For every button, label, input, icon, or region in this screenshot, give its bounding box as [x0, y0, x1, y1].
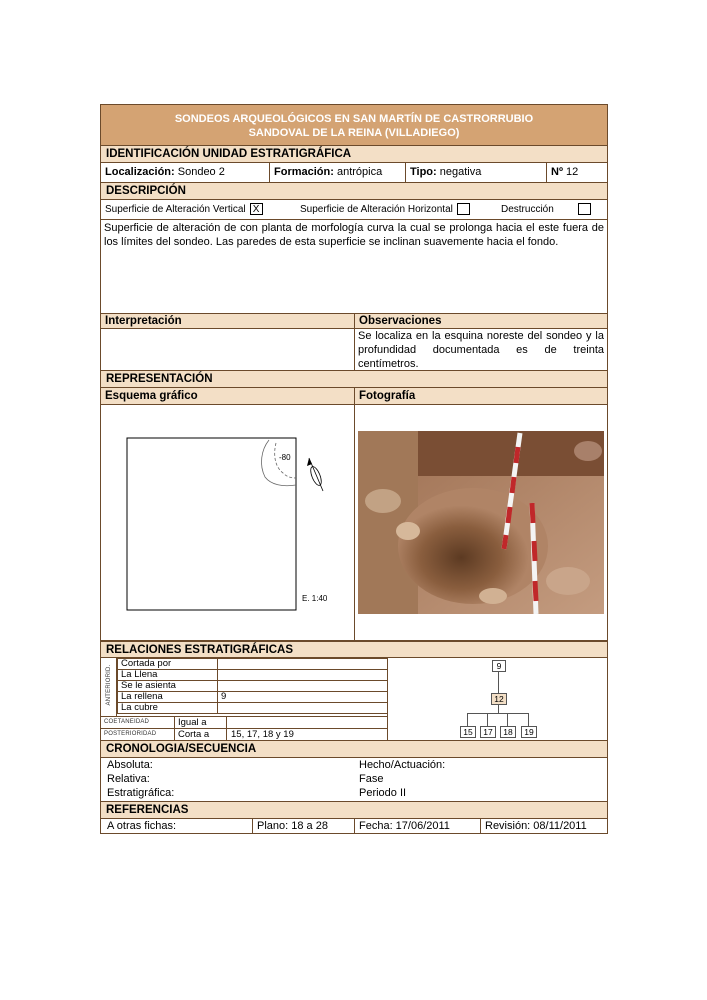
coetaneidad-label: COETANEIDAD	[101, 717, 175, 728]
revision: Revisión: 08/11/2011	[485, 820, 587, 832]
igual-a-value	[227, 717, 388, 728]
tipo-label: Tipo:	[410, 166, 437, 178]
sheet-title	[100, 104, 608, 146]
node-bottom: 18	[500, 726, 516, 738]
title-line-2: SANDOVAL DE LA REINA (VILLADIEGO)	[248, 127, 460, 139]
rel-value	[218, 659, 388, 670]
rel-value: 9	[218, 692, 388, 703]
option-destruccion-label: Destrucción	[501, 204, 554, 215]
interpretacion-heading: Interpretación	[101, 314, 355, 328]
rel-value	[218, 703, 388, 714]
estratigrafica-label: Estratigráfica:	[107, 787, 175, 799]
relaciones-heading: RELACIONES ESTRATIGRÁFICAS	[100, 641, 608, 658]
formacion-cell	[270, 163, 406, 182]
descripcion-text: Superficie de alteración de con planta de morfología curva la cual se prolonga hacia el este fuera de los límites del sondeo. Las paredes de esta superficie se inclinan suavemente hacia el fondo.	[100, 220, 608, 314]
representacion-heading: REPRESENTACIÓN	[100, 371, 608, 388]
relaciones-table-panel	[101, 658, 388, 740]
node-middle: 12	[491, 693, 507, 705]
plano: Plano: 18 a 28	[253, 819, 355, 833]
esquema-panel	[101, 405, 355, 640]
descripcion-heading: DESCRIPCIÓN	[100, 183, 608, 200]
option-vertical	[101, 200, 296, 219]
referencias-row	[100, 819, 608, 834]
node-bottom: 15	[460, 726, 476, 738]
formacion-label: Formación:	[274, 166, 334, 178]
title-line-1: SONDEOS ARQUEOLÓGICOS EN SAN MARTÍN DE CASTRORRUBIO	[174, 113, 534, 125]
node-bottom: 19	[521, 726, 537, 738]
tipo-value: negativa	[439, 166, 482, 178]
connector-line	[528, 713, 529, 726]
rel-label: La cubre	[118, 703, 218, 714]
localizacion-label: Localización:	[105, 166, 175, 178]
anterioridad-side	[101, 658, 117, 716]
cronologia-right	[355, 758, 607, 801]
north-arrow-ellipse	[309, 465, 324, 487]
connector-line	[487, 713, 488, 726]
connector-line	[498, 704, 499, 713]
localizacion-value: Sondeo 2	[177, 166, 225, 178]
formacion-value: antrópica	[336, 166, 383, 178]
interp-obs-headings	[100, 314, 608, 329]
relativa-label: Relativa:	[107, 773, 150, 785]
anterioridad-label: ANTERIORID.	[106, 664, 112, 706]
absoluta-label: Absoluta:	[107, 759, 153, 771]
cronologia-body	[100, 758, 608, 802]
node-top: 9	[492, 660, 506, 672]
cut-outline	[262, 440, 296, 486]
coetaneidad-row	[101, 716, 388, 728]
table-row	[118, 659, 388, 670]
connector-line	[467, 713, 528, 714]
option-horizontal-checkbox[interactable]	[457, 203, 470, 215]
rel-value	[218, 670, 388, 681]
table-row	[118, 670, 388, 681]
representacion-subheadings	[100, 388, 608, 405]
anterioridad-table	[117, 658, 388, 714]
option-horizontal-label: Superficie de Alteración Horizontal	[300, 204, 453, 215]
posterioridad-row	[101, 728, 388, 740]
node-bottom: 17	[480, 726, 496, 738]
fase-label: Fase	[359, 773, 384, 785]
option-destruccion	[497, 200, 607, 219]
rel-value	[218, 681, 388, 692]
numero-cell	[547, 163, 607, 182]
corta-a-label: Corta a	[175, 729, 227, 740]
table-row	[118, 692, 388, 703]
rel-label: La rellena	[118, 692, 218, 703]
descripcion-options	[100, 200, 608, 220]
cronologia-heading: CRONOLOGIA/SECUENCIA	[100, 741, 608, 758]
table-row	[118, 703, 388, 714]
referencias-heading: REFERENCIAS	[100, 802, 608, 819]
igual-a-label: Igual a	[175, 717, 227, 728]
fecha: Fecha: 17/06/2011	[355, 819, 481, 833]
record-sheet	[100, 104, 608, 834]
sondeo-outline	[127, 438, 296, 610]
harris-diagram	[388, 658, 607, 740]
depth-label: -80	[279, 453, 291, 462]
tipo-cell	[406, 163, 547, 182]
localizacion-cell	[101, 163, 270, 182]
fotografia-heading: Fotografía	[359, 390, 416, 402]
rel-label: La Llena	[118, 670, 218, 681]
scale-label: E. 1:40	[302, 594, 328, 603]
rel-label: Se le asienta	[118, 681, 218, 692]
interpretacion-text	[101, 329, 355, 370]
hecho-label: Hecho/Actuación:	[359, 759, 446, 771]
excavation-photo	[358, 431, 604, 614]
numero-value: 12	[566, 166, 579, 178]
connector-line	[498, 671, 499, 693]
periodo-label: Periodo II	[359, 787, 407, 799]
option-vertical-checkbox[interactable]: X	[250, 203, 263, 215]
posterioridad-label: POSTERIORIDAD	[101, 729, 175, 740]
connector-line	[507, 713, 508, 726]
corta-a-value: 15, 17, 18 y 19	[231, 729, 294, 740]
table-row	[118, 681, 388, 692]
observaciones-heading: Observaciones	[359, 315, 442, 327]
option-destruccion-checkbox[interactable]	[578, 203, 591, 215]
numero-label: Nº	[551, 166, 563, 178]
esquema-heading: Esquema gráfico	[101, 388, 355, 404]
rel-label: Cortada por	[118, 659, 218, 670]
interp-obs-body	[100, 329, 608, 371]
fotografia-panel	[355, 405, 607, 640]
cronologia-left	[101, 758, 355, 801]
relaciones-body	[100, 658, 608, 741]
identificacion-row	[100, 163, 608, 183]
observaciones-text: Se localiza en la esquina noreste del sondeo y la profundidad documentada es de treinta centímetros.	[358, 330, 604, 370]
identificacion-heading: IDENTIFICACIÓN UNIDAD ESTRATIGRÁFICA	[100, 146, 608, 163]
option-horizontal	[296, 200, 497, 219]
otras-fichas: A otras fichas:	[101, 819, 253, 833]
representacion-body	[100, 405, 608, 641]
connector-line	[467, 713, 468, 726]
north-arrow-head	[307, 458, 312, 466]
option-vertical-label: Superficie de Alteración Vertical	[105, 204, 246, 215]
esquema-drawing	[101, 405, 354, 641]
